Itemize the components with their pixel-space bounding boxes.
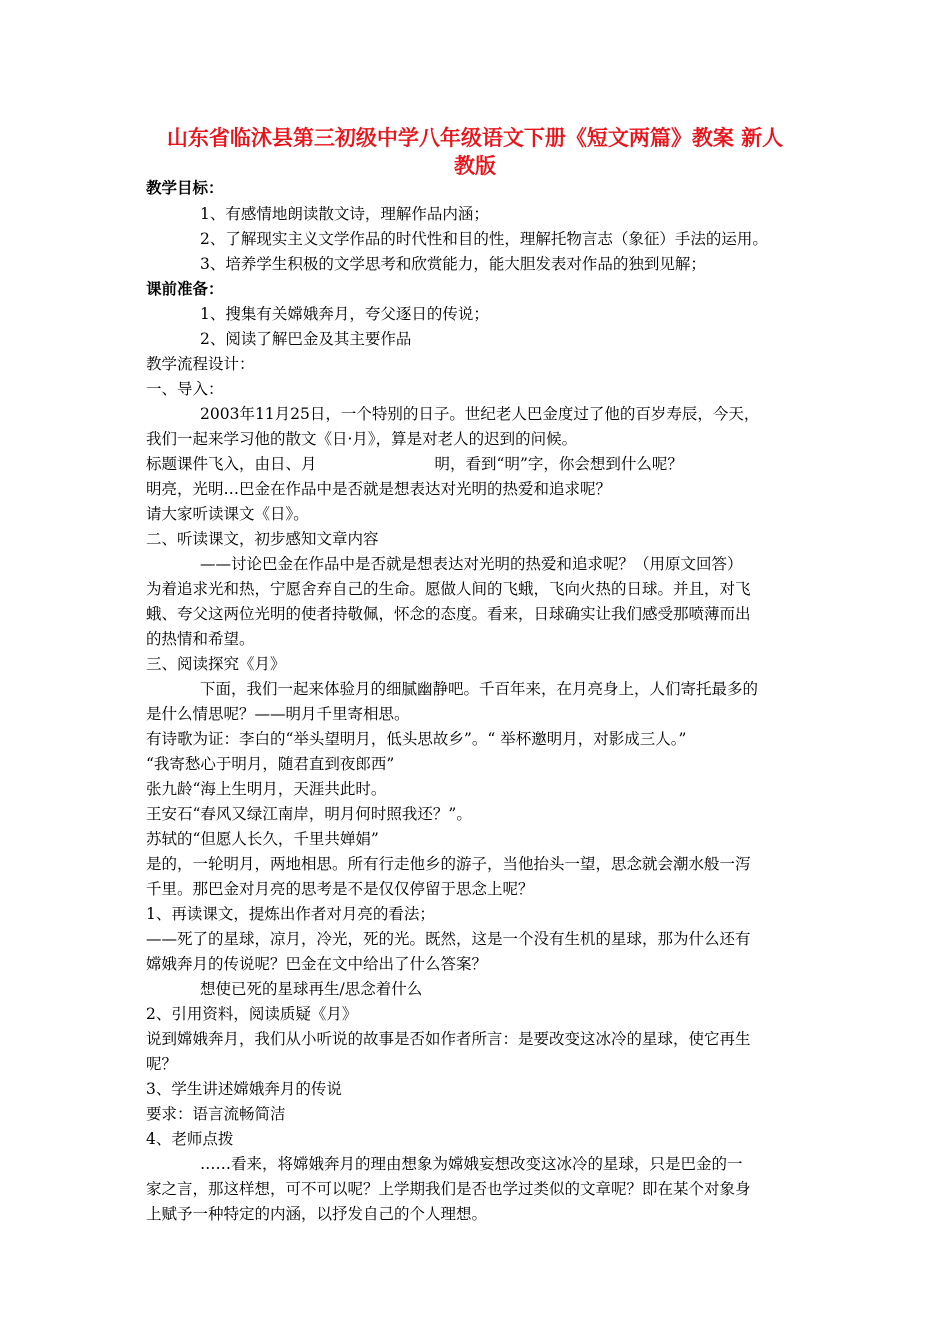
text-line: 上赋予一种特定的内涵，以抒发自己的个人理想。: [146, 1205, 488, 1223]
text-line: 是的，一轮明月，两地相思。所有行走他乡的游子，当他抬头一望，思念就会潮水般一泻: [146, 855, 751, 873]
text-line: 3、培养学生积极的文学思考和欣赏能力，能大胆发表对作品的独到见解；: [200, 255, 706, 273]
text-line: 苏轼的“但愿人长久，千里共婵娟”: [146, 830, 379, 848]
text-line: 呢？: [146, 1055, 178, 1073]
text-line: 蛾、夸父这两位光明的使者持敬佩，怀念的态度。看来，日球确实让我们感受那喷薄而出: [146, 605, 751, 623]
text-line: 有诗歌为证：李白的“举头望明月，低头思故乡”。“ 举杯邀明月，对影成三人。”: [146, 730, 687, 748]
text-line: 张九龄“海上生明月，天涯共此时。: [146, 780, 387, 798]
text-line: 的热情和希望。: [146, 630, 255, 648]
text-line: 2003年11月25日，一个特别的日子。世纪老人巴金度过了他的百岁寿辰，今天，: [200, 405, 760, 423]
title-line-2: 教版: [454, 154, 496, 178]
text-line: 一、导入：: [146, 380, 224, 398]
text-line: 为着追求光和热，宁愿舍弃自己的生命。愿做人间的飞蛾，飞向火热的日球。并且，对飞: [146, 580, 751, 598]
text-segment: 明，看到“明”字，你会想到什么呢？: [434, 455, 683, 473]
text-line: “我寄愁心于明月，随君直到夜郎西”: [146, 755, 395, 773]
text-line: 1、再读课文，提炼出作者对月亮的看法；: [146, 905, 435, 923]
text-line: 三、阅读探究《月》: [146, 655, 286, 673]
text-line: 请大家听读课文《日》。: [146, 505, 309, 523]
text-line: 想使已死的星球再生/思念着什么: [200, 980, 423, 998]
section-heading-preparation: 课前准备：: [146, 280, 224, 298]
text-line: 2、了解现实主义文学作品的时代性和目的性，理解托物言志（象征）手法的运用。: [200, 230, 768, 248]
text-segment: 标题课件飞入，由日、月: [146, 455, 317, 473]
document-title: [140, 124, 810, 180]
text-line: 二、听读课文，初步感知文章内容: [146, 530, 379, 548]
text-line: [146, 454, 683, 474]
text-line: 明亮，光明…巴金在作品中是否就是想表达对光明的热爱和追求呢？: [146, 480, 612, 498]
text-line: 1、搜集有关嫦娥奔月，夸父逐日的传说；: [200, 305, 489, 323]
text-line: 嫦娥奔月的传说呢？巴金在文中给出了什么答案？: [146, 955, 488, 973]
text-line: 千里。那巴金对月亮的思考是不是仅仅停留于思念上呢？: [146, 880, 534, 898]
text-line: 2、阅读了解巴金及其主要作品: [200, 330, 412, 348]
title-line-1: 山东省临沭县第三初级中学八年级语文下册《短文两篇》教案 新人: [166, 126, 784, 150]
text-line: 教学流程设计：: [146, 355, 255, 373]
text-line: ——讨论巴金在作品中是否就是想表达对光明的热爱和追求呢？（用原文回答）: [200, 555, 743, 573]
text-line: 4、老师点拨: [146, 1130, 234, 1148]
text-line: ……看来，将嫦娥奔月的理由想象为嫦娥妄想改变这冰冷的星球，只是巴金的一: [200, 1155, 743, 1173]
text-line: 家之言，那这样想，可不可以呢？上学期我们是否也学过类似的文章呢？即在某个对象身: [146, 1180, 751, 1198]
text-line: 是什么情思呢？——明月千里寄相思。: [146, 705, 410, 723]
text-line: 说到嫦娥奔月，我们从小听说的故事是否如作者所言：是要改变这冰冷的星球，使它再生: [146, 1030, 751, 1048]
section-heading-objectives: 教学目标：: [146, 179, 224, 197]
text-line: 1、有感情地朗读散文诗，理解作品内涵；: [200, 205, 489, 223]
text-line: 王安石“春风又绿江南岸，明月何时照我还？”。: [146, 805, 472, 823]
text-line: 2、引用资料，阅读质疑《月》: [146, 1005, 358, 1023]
text-line: 我们一起来学习他的散文《日·月》，算是对老人的迟到的问候。: [146, 430, 578, 448]
text-line: 3、学生讲述嫦娥奔月的传说: [146, 1080, 342, 1098]
text-line: 下面，我们一起来体验月的细腻幽静吧。千百年来，在月亮身上，人们寄托最多的: [200, 680, 759, 698]
text-line: 要求：语言流畅简洁: [146, 1105, 286, 1123]
text-line: ——死了的星球，凉月，冷光，死的光。既然，这是一个没有生机的星球，那为什么还有: [146, 930, 751, 948]
